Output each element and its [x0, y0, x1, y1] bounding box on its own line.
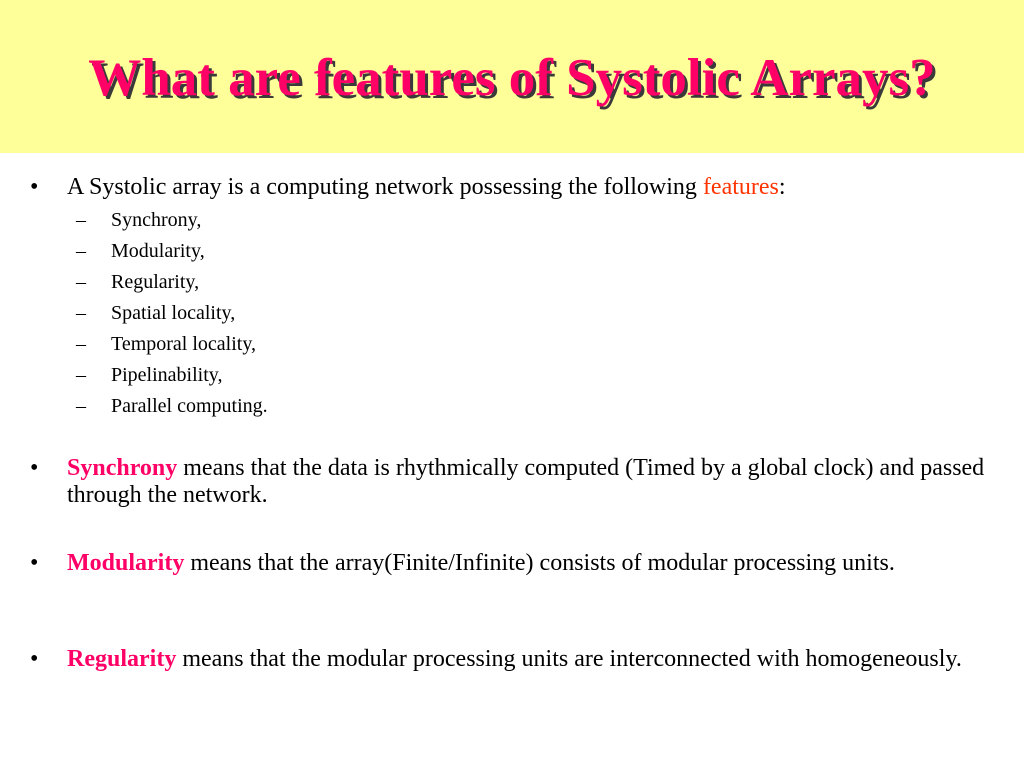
dash-icon: – — [76, 364, 86, 386]
feature-item — [76, 363, 222, 387]
definition-text — [67, 646, 987, 673]
intro-highlight: features — [702, 174, 779, 200]
intro-lead: A Systolic array is a computing network possessing the following — [67, 174, 703, 200]
definition-term: Synchrony — [67, 455, 178, 481]
feature-label: Pipelinability, — [111, 364, 223, 386]
feature-item — [76, 301, 235, 325]
bullet-icon: • — [30, 174, 39, 200]
feature-item — [76, 270, 199, 294]
intro-text — [67, 174, 987, 201]
feature-label: Synchrony, — [111, 209, 202, 231]
title-band — [0, 0, 1024, 153]
definition-body: means that the data is rhythmically computed (Timed by a global clock) and passed through the network. — [67, 455, 985, 508]
bullet-icon: • — [30, 646, 39, 672]
feature-label: Spatial locality, — [111, 302, 236, 324]
dash-icon: – — [76, 240, 86, 262]
definition-text — [67, 550, 987, 577]
feature-label: Parallel computing. — [111, 395, 268, 417]
feature-item — [76, 332, 256, 356]
intro-suffix: : — [778, 174, 786, 200]
definition-body: means that the array(Finite/Infinite) consists of modular processing units. — [184, 550, 895, 576]
dash-icon: – — [76, 271, 86, 293]
feature-item — [76, 239, 205, 263]
definition-text — [67, 455, 987, 509]
bullet-icon: • — [30, 455, 39, 481]
slide-title: What are features of Systolic Arrays? — [88, 49, 936, 107]
feature-label: Temporal locality, — [111, 333, 257, 355]
dash-icon: – — [76, 302, 86, 324]
feature-label: Modularity, — [111, 240, 205, 262]
definition-term: Modularity — [67, 550, 185, 576]
dash-icon: – — [76, 395, 86, 417]
definition-term: Regularity — [67, 646, 177, 672]
feature-label: Regularity, — [111, 271, 200, 293]
dash-icon: – — [76, 209, 86, 231]
feature-item — [76, 208, 201, 232]
dash-icon: – — [76, 333, 86, 355]
feature-item — [76, 394, 268, 418]
bullet-icon: • — [30, 550, 39, 576]
definition-body: means that the modular processing units are interconnected with homogeneously. — [176, 646, 962, 672]
